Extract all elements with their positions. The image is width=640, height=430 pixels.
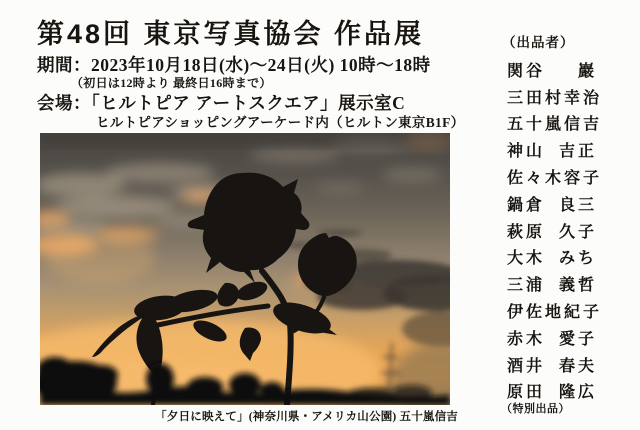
exhibitor-name xyxy=(507,297,603,324)
venue-line: 会場：「ヒルトピア アートスクエア」展示室C xyxy=(37,93,406,113)
family-name: 萩原 xyxy=(507,223,546,241)
venue-note: ヒルトピアショッピングアーケード内（ヒルトン東京B1F） xyxy=(96,115,465,130)
family-name: 鍋倉 xyxy=(507,196,546,214)
given-name: 信吉 xyxy=(564,116,603,134)
family-name: 神山 xyxy=(507,143,546,161)
family-name: 関谷 xyxy=(507,62,546,80)
given-name: 紀子 xyxy=(564,304,603,322)
family-name: 大木 xyxy=(507,250,546,268)
given-name: 良三 xyxy=(558,196,597,214)
given-name: 吉正 xyxy=(558,143,597,161)
exhibitor-name xyxy=(507,217,597,244)
given-name: 巖 xyxy=(577,62,597,80)
exhibitor-name xyxy=(507,351,597,378)
exhibitor-name xyxy=(507,83,603,110)
exhibitor-name xyxy=(507,163,603,190)
family-name: 三田村 xyxy=(507,89,565,107)
given-name: 春夫 xyxy=(558,357,597,375)
exhibitor-heading: （出品者） xyxy=(502,35,575,50)
family-name: 佐々木 xyxy=(507,170,565,188)
period-line: 期間：2023年10月18日(水)～24日(火) 10時～18時 xyxy=(37,55,431,75)
sunset-rose-photo-art xyxy=(40,133,450,405)
family-name: 五十嵐 xyxy=(507,116,565,134)
given-name: みち xyxy=(558,250,597,268)
exhibitor-name xyxy=(507,270,597,297)
period-note: （初日は12時より 最終日16時まで） xyxy=(71,76,272,90)
photo-caption: 「夕日に映えて」(神奈川県・アメリカ山公園) 五十嵐信吉 xyxy=(155,411,458,423)
exhibitor-name xyxy=(507,56,597,83)
given-name: 久子 xyxy=(558,223,597,241)
exhibitor-name xyxy=(507,136,597,163)
family-name: 原田 xyxy=(507,384,546,402)
exhibitor-name xyxy=(507,324,597,351)
exhibitor-name xyxy=(507,110,603,137)
family-name: 三浦 xyxy=(507,277,546,295)
family-name: 伊佐地 xyxy=(507,304,565,322)
page-title: 第48回 東京写真協会 作品展 xyxy=(37,19,425,49)
given-name: 愛子 xyxy=(558,330,597,348)
family-name: 酒井 xyxy=(507,357,546,375)
exhibitor-name xyxy=(507,244,597,271)
special-exhibit-note: （特別出品） xyxy=(501,403,570,415)
given-name: 義哲 xyxy=(558,277,597,295)
exhibitor-name xyxy=(507,190,597,217)
sunset-rose-photo xyxy=(40,133,450,405)
given-name: 容子 xyxy=(564,170,603,188)
given-name: 幸治 xyxy=(564,89,603,107)
exhibitor-name-list xyxy=(507,56,603,404)
photo-top-shade xyxy=(40,133,450,146)
given-name: 隆広 xyxy=(558,384,597,402)
family-name: 赤木 xyxy=(507,330,546,348)
